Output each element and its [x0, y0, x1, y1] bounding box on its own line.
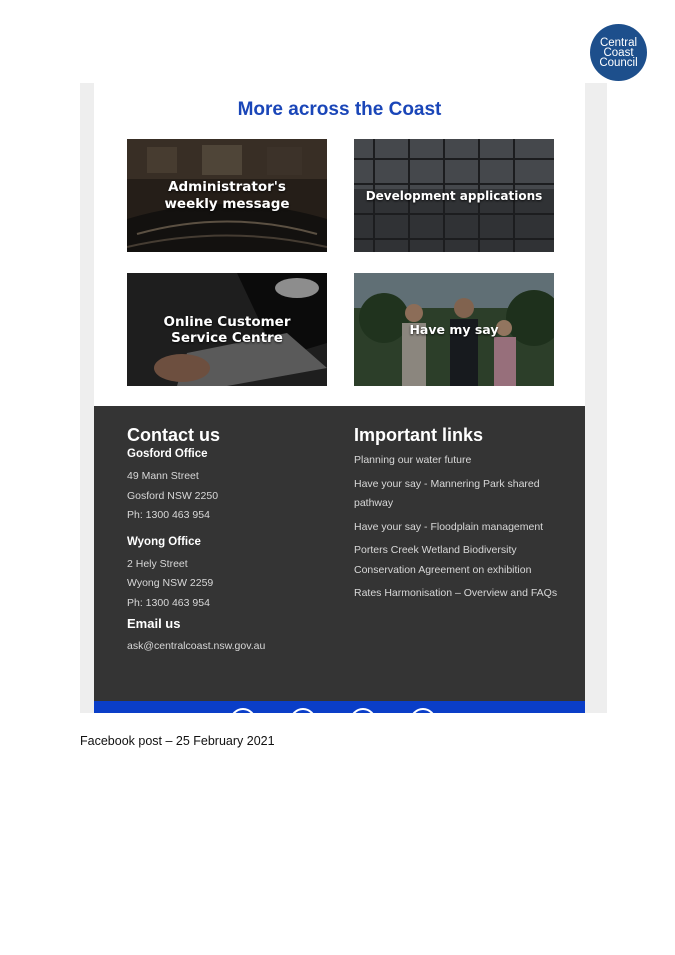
twitter-icon[interactable]: [350, 708, 376, 713]
gosford-street: 49 Mann Street: [127, 470, 199, 482]
tile-label: Administrator's weekly message: [164, 178, 290, 212]
tile-administrators-message[interactable]: [127, 139, 327, 252]
tile-label: Online Customer Service Centre: [163, 313, 291, 346]
important-link[interactable]: Have your say - Floodplain management: [354, 520, 544, 533]
logo-line-1: Central: [599, 36, 638, 49]
important-links-column: [354, 424, 569, 608]
tile-development-applications[interactable]: [354, 139, 554, 252]
email-address-link[interactable]: ask@centralcoast.nsw.gov.au: [127, 640, 266, 652]
important-link[interactable]: Rates Harmonisation – Overview and FAQs: [354, 587, 558, 599]
instagram-icon[interactable]: [290, 708, 316, 713]
social-bar: [94, 701, 585, 713]
wyong-suburb: Wyong NSW 2259: [127, 577, 214, 589]
section-title: More across the Coast: [237, 99, 442, 120]
wyong-phone[interactable]: Ph: 1300 463 954: [127, 596, 210, 609]
council-logo: [590, 24, 647, 81]
email-footer: [94, 406, 585, 701]
contact-heading: Contact us: [127, 425, 221, 445]
email-us-title: Email us: [127, 616, 181, 631]
tile-label: Development applications: [365, 188, 543, 203]
tile-online-customer-service[interactable]: [127, 273, 327, 386]
wyong-street: 2 Hely Street: [127, 557, 188, 570]
newsletter-email: [94, 83, 585, 713]
important-link[interactable]: Have your say - Mannering Park shared pathway: [354, 477, 540, 509]
important-link[interactable]: Porters Creek Wetland Biodiversity Conservation Agreement on exhibition: [354, 544, 532, 576]
facebook-icon[interactable]: [230, 708, 256, 713]
gosford-office-title: Gosford Office: [127, 448, 208, 460]
tile-label: Have my say: [409, 322, 499, 337]
logo-line-2: Coast: [603, 46, 634, 59]
figure-caption: Facebook post – 25 February 2021: [80, 734, 275, 748]
contact-column: [127, 424, 327, 657]
logo-line-3: Council: [599, 56, 638, 69]
gosford-suburb: Gosford NSW 2250: [127, 489, 219, 502]
youtube-icon[interactable]: [410, 708, 436, 713]
important-links-heading: Important links: [354, 425, 484, 445]
tile-have-my-say[interactable]: [354, 273, 554, 386]
wyong-office-title: Wyong Office: [127, 535, 201, 548]
gosford-phone[interactable]: Ph: 1300 463 954: [127, 509, 210, 521]
important-link[interactable]: Planning our water future: [354, 454, 472, 466]
